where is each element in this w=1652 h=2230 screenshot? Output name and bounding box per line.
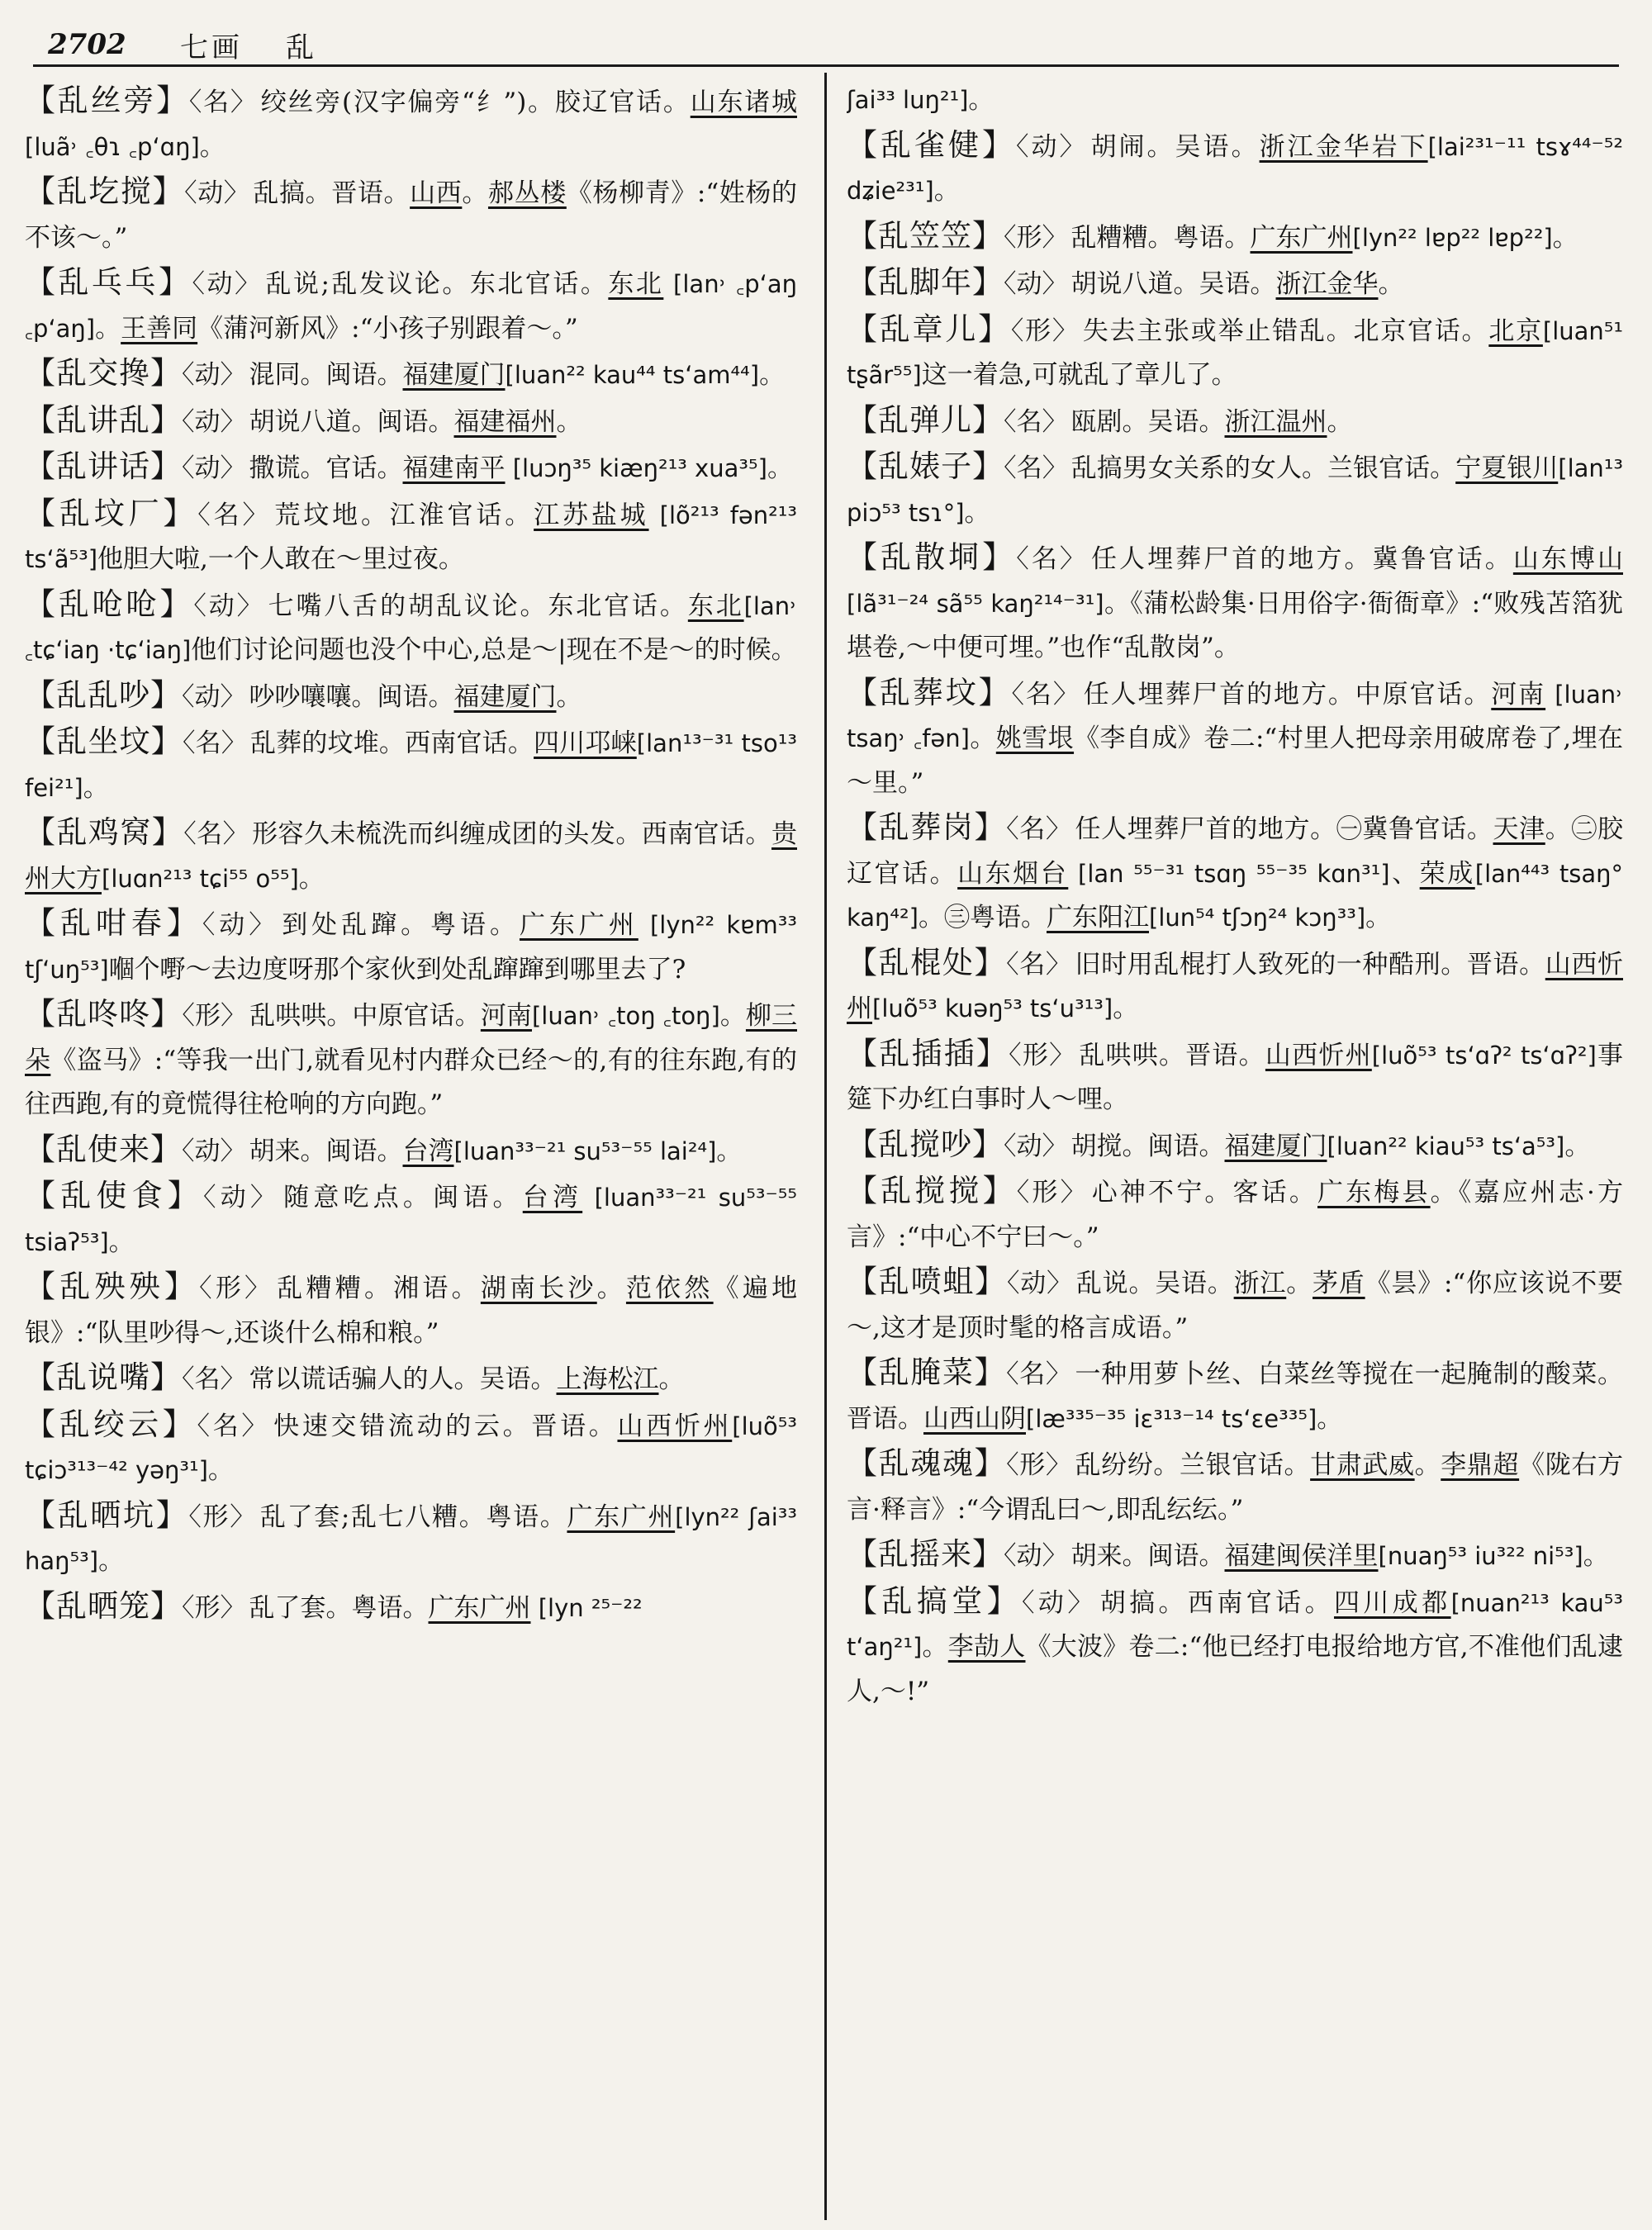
place-name: 广东广州: [428, 1592, 531, 1623]
pronunciation: [lan˒ ꜀pʻaŋ ꜀pʻaŋ]: [25, 270, 797, 343]
definition-text: 。: [658, 1364, 685, 1394]
dictionary-entry: [25, 444, 797, 491]
definition-text: 这一着急,可就乱了章儿了。: [921, 360, 1237, 390]
dictionary-entry: [847, 805, 1623, 941]
place-name: 河南: [480, 1001, 532, 1031]
definition-text: 胡来。闽语。: [249, 1136, 403, 1166]
definition-text: 乱纷纷。兰银官话。: [1075, 1450, 1311, 1480]
pronunciation: [lan¹³⁻³¹ tso¹³ fei²¹]: [25, 729, 797, 802]
dictionary-entry: [25, 810, 797, 901]
definition-text: 。: [596, 1274, 626, 1303]
dictionary-entry: [847, 941, 1623, 1032]
pronunciation: [luan³³⁻²¹ su⁵³⁻⁵⁵ lai²⁴]: [453, 1136, 717, 1165]
definition-text: 嗰个嘢～去边度呀那个家伙到处乱蹿蹿到哪里去了?: [108, 954, 686, 985]
entry-headword: 【乱笠笠】: [847, 217, 1004, 254]
entry-headword: 【乱腌菜】: [847, 1355, 1007, 1390]
pronunciation: [luɔŋ³⁵ kiæŋ²¹³ xua³⁵]: [505, 454, 767, 482]
definition-text: 形容久未梳洗而纠缠成团的头发。西南官话。: [252, 819, 772, 849]
entry-headword: 【乱晒坑】: [25, 1497, 189, 1533]
definition-text: 。: [969, 724, 996, 753]
definition-text: 《李自成》卷二:“村里人把母亲用破席卷了,埋在～里。”: [847, 724, 1623, 798]
definition-text: 瓯剧。吴语。: [1070, 406, 1225, 437]
head-character: 乱: [286, 31, 314, 64]
place-name: 东北: [687, 591, 744, 621]
dictionary-entry: [847, 1260, 1623, 1350]
definition-text: 。: [719, 1001, 746, 1031]
place-name: 四川成都: [1333, 1587, 1451, 1618]
column-divider: [824, 73, 827, 2220]
place-name: 台湾: [402, 1136, 454, 1166]
dictionary-entry: [847, 671, 1623, 806]
pronunciation: [lyn²² lɐp²² lɐp²²]: [1352, 223, 1553, 252]
place-name: 广东广州: [567, 1502, 676, 1532]
place-name: 山西忻州: [1265, 1040, 1372, 1070]
part-of-speech: 〈名〉: [197, 1411, 271, 1441]
definition-text: 到处乱蹿。粤语。: [282, 910, 520, 940]
pronunciation: [luõ⁵³ tɕiɔ³¹³⁻⁴² yəŋ³¹]: [25, 1412, 797, 1484]
dictionary-entry: [25, 901, 797, 992]
entry-headword: 【乱鸡窝】: [25, 814, 184, 850]
entry-headword: 【乱搅吵】: [847, 1126, 1004, 1162]
part-of-speech: 〈动〉: [203, 1183, 281, 1212]
pronunciation: [lan¹³ piɔ⁵³ tsɿ°]: [847, 454, 1623, 527]
definition-text: 胡搅。闽语。: [1070, 1131, 1225, 1161]
definition-text: 、: [1389, 858, 1420, 889]
entry-headword: 【乱坐坟】: [25, 724, 183, 759]
pronunciation: [lai²³¹⁻¹¹ tsɤ⁴⁴⁻⁵² dʑie²³¹]: [847, 132, 1623, 205]
definition-text: 。: [83, 772, 109, 803]
place-name: 宁夏银川: [1455, 453, 1559, 483]
dictionary-entry: [25, 582, 797, 673]
definition-text: 任人埋葬尸首的地方。冀鲁官话。: [1090, 544, 1513, 574]
dictionary-entry: [847, 260, 1623, 307]
dictionary-entry: [25, 78, 797, 169]
definition-text: 任人埋葬尸首的地方。中原官话。: [1083, 679, 1492, 709]
definition-text: 。: [462, 178, 488, 208]
definition-text: 。: [1564, 1131, 1591, 1161]
entry-headword: 【乱绞云】: [25, 1406, 197, 1442]
place-name: 福建福州: [453, 406, 557, 437]
dictionary-entry: [847, 1532, 1623, 1579]
entry-headword: 【乱晒笼】: [25, 1587, 182, 1624]
entry-headword: 【乱使来】: [25, 1131, 182, 1167]
entry-headword: 【乱插插】: [847, 1035, 1009, 1071]
place-name: 山东诸城: [690, 88, 797, 117]
dictionary-entry: [847, 1579, 1623, 1715]
pronunciation: [lyn²² kɐm³³ tʃʻuŋ⁵³]: [25, 911, 797, 984]
part-of-speech: 〈名〉: [1011, 679, 1080, 709]
definition-text: 。: [922, 1632, 948, 1662]
entry-headword: 【乱棍处】: [847, 944, 1007, 980]
part-of-speech: 〈名〉: [182, 728, 247, 758]
entry-headword: 【乱说嘴】: [25, 1359, 182, 1395]
definition-text: 混同。闽语。: [249, 360, 403, 390]
place-name: 福建厦门: [402, 360, 506, 390]
definition-text: 。: [1286, 1269, 1313, 1298]
entry-headword: 【乱搞堂】: [847, 1582, 1023, 1619]
definition-text: 。: [556, 681, 582, 712]
definition-text: 。: [1365, 903, 1392, 932]
entry-headword: 【乱婊子】: [847, 448, 1004, 484]
definition-text: 吵吵嚷嚷。闽语。: [249, 681, 454, 712]
entry-headword: 【乱乓乓】: [25, 264, 192, 300]
place-name: 浙江温州: [1224, 406, 1327, 437]
part-of-speech: 〈形〉: [1009, 1040, 1076, 1070]
pronunciation: [luan˒ tsaŋ˒ ꜀fən]: [847, 680, 1623, 752]
definition-text: 。: [556, 406, 582, 437]
definition-text: 。: [1327, 406, 1353, 437]
part-of-speech: 〈动〉: [1006, 1269, 1073, 1298]
part-of-speech: 〈形〉: [1004, 222, 1068, 253]
dictionary-entry: [25, 169, 797, 260]
definition-text: 胡来。闽语。: [1070, 1541, 1225, 1571]
header-rule: [33, 64, 1619, 67]
entry-headword: 【乱坟厂】: [25, 495, 198, 531]
pronunciation: [luan²² kiau⁵³ tsʻa⁵³]: [1327, 1132, 1565, 1160]
definition-text: 乱糟糟。湘语。: [277, 1274, 481, 1303]
dictionary-entry: [847, 123, 1623, 214]
definition-text: 《昙》:“你应该说不要～,这才是顶时髦的格言成语。”: [847, 1269, 1623, 1343]
definition-text: 乱了套。粤语。: [249, 1592, 429, 1623]
definition-text: 任人埋葬尸首的地方。㊀冀鲁官话。: [1075, 814, 1493, 844]
part-of-speech: 〈名〉: [1006, 1359, 1072, 1389]
definition-text: 《蒲河新风》:“小孩子别跟着～。”: [197, 313, 578, 344]
definition-text: 心神不宁。客话。: [1091, 1178, 1317, 1208]
part-of-speech: 〈动〉: [1004, 1131, 1068, 1161]
definition-text: 。: [968, 85, 995, 115]
dictionary-entry: [25, 673, 797, 720]
definition-text: 。: [933, 176, 960, 206]
pronunciation: [luan⁵¹ tʂãr⁵⁵]: [847, 316, 1623, 389]
dictionary-entry: [25, 1264, 797, 1355]
definition-text: 旧时用乱棍打人致死的一种酷刑。晋语。: [1075, 949, 1545, 980]
definition-text: 随意吃点。闽语。: [283, 1183, 523, 1212]
entry-headword: 【乱咁春】: [25, 905, 202, 941]
dictionary-entry: [847, 214, 1623, 261]
dictionary-entry: [847, 78, 1623, 123]
pronunciation: [lã³¹⁻²⁴ sã⁵⁵ kaŋ²¹⁴⁻³¹]: [847, 589, 1104, 618]
part-of-speech: 〈动〉: [182, 406, 246, 437]
part-of-speech: 〈动〉: [1004, 269, 1068, 299]
place-name: 福建厦门: [1224, 1131, 1327, 1161]
place-name: 范依然: [625, 1274, 714, 1303]
pronunciation: [læ³³⁵⁻³⁵ iɛ³¹³⁻¹⁴ tsʻɛe³³⁵]: [1026, 1404, 1317, 1433]
definition-text: 。: [108, 1226, 135, 1257]
definition-text: 事筵下办红白事时人～哩。: [847, 1040, 1623, 1114]
definition-text: 乱说。吴语。: [1075, 1269, 1234, 1298]
place-name: 浙江金华: [1275, 269, 1379, 299]
part-of-speech: 〈名〉: [197, 500, 272, 530]
dictionary-entry: [847, 307, 1623, 398]
entry-headword: 【乱葬岗】: [847, 809, 1007, 845]
section-label: 七画: [180, 31, 243, 64]
definition-text: 。: [1378, 269, 1404, 299]
entry-headword: 【乱使食】: [25, 1178, 204, 1213]
entry-headword: 【乱搅搅】: [847, 1173, 1017, 1208]
definition-text: 乱说;乱发议论。东北官话。: [265, 269, 609, 299]
dictionary-entry: [25, 351, 797, 398]
definition-text: 《陇右方言·释言》:“今谓乱曰～,即乱纭纭。”: [847, 1450, 1623, 1525]
place-name: 广东阳江: [1047, 903, 1149, 932]
definition-text: 一种用萝卜丝、白菜丝等搅在一起腌制的酸菜。晋语。: [847, 1359, 1623, 1434]
definition-text: 。: [1583, 1541, 1609, 1571]
place-name: 浙江: [1233, 1269, 1287, 1298]
part-of-speech: 〈名〉: [1006, 814, 1072, 844]
definition-text: 《大波》卷二:“他已经打电报给地方官,不准他们乱逮人,～!”: [847, 1632, 1623, 1706]
place-name: 福建厦门: [453, 681, 557, 712]
place-name: 福建闽侯洋里: [1224, 1541, 1379, 1571]
definition-text: 常以谎话骗人的人。吴语。: [249, 1364, 557, 1394]
definition-text: 七嘴八舌的胡乱议论。东北官话。: [268, 591, 688, 621]
place-name: 姚雪垠: [995, 724, 1075, 753]
pronunciation: [nuan²¹³ kau⁵³ tʻaŋ²¹]: [847, 1588, 1623, 1661]
pronunciation: [luõ⁵³ kuəŋ⁵³ tsʻu³¹³]: [872, 994, 1113, 1022]
dictionary-entry: [847, 535, 1623, 671]
definition-text: 。㊂粤语。: [919, 903, 1047, 932]
left-column: [25, 78, 797, 2226]
definition-text: 。: [1414, 1450, 1441, 1480]
part-of-speech: 〈动〉: [1004, 1541, 1068, 1571]
part-of-speech: 〈动〉: [182, 360, 246, 390]
part-of-speech: 〈名〉: [1016, 544, 1088, 574]
definition-text: 《盗马》:“等我一出门,就看见村内群众已经～的,有的往东跑,有的往西跑,有的竟慌得往枪响的方向跑。”: [25, 1045, 797, 1119]
part-of-speech: 〈动〉: [202, 910, 279, 940]
part-of-speech: 〈形〉: [1006, 1450, 1072, 1480]
place-name: 山东烟台: [957, 858, 1069, 889]
place-name: 荣成: [1419, 858, 1475, 889]
definition-text: 绞丝旁(汉字偏旁“纟”)。胶辽官话。: [260, 88, 691, 117]
place-name: 郝丛楼: [487, 178, 567, 208]
dictionary-entry: [25, 1127, 797, 1174]
place-name: 茅盾: [1313, 1269, 1365, 1298]
part-of-speech: 〈动〉: [182, 681, 246, 712]
definition-text: 胡说八道。闽语。: [249, 406, 454, 437]
part-of-speech: 〈名〉: [182, 1364, 246, 1394]
dictionary-entry: [25, 992, 797, 1127]
dictionary-entry: [25, 1174, 797, 1264]
definition-text: 。《蒲松龄集·日用俗字·衙衙章》:“败残苫箔犹堪卷,～中便可埋。”也作“乱散岗”。: [847, 588, 1623, 662]
definition-text: 他们讨论问题也没个中心,总是～|现在不是～的时候。: [191, 635, 797, 665]
part-of-speech: 〈形〉: [199, 1274, 274, 1303]
definition-text: 。㊁胶辽官话。: [847, 814, 1623, 889]
dictionary-entry: [847, 1350, 1623, 1441]
definition-text: 撒谎。官话。: [249, 453, 403, 483]
place-name: 台湾: [522, 1183, 583, 1212]
definition-text: 乱葬的坟堆。西南官话。: [250, 728, 534, 758]
definition-text: 。: [1317, 1403, 1343, 1434]
dictionary-entry: [25, 260, 797, 351]
part-of-speech: 〈形〉: [1016, 1178, 1089, 1208]
dictionary-entry: [847, 1032, 1623, 1122]
definition-text: 。: [95, 313, 121, 344]
part-of-speech: 〈名〉: [1004, 453, 1068, 483]
part-of-speech: 〈动〉: [1022, 1587, 1097, 1618]
dictionary-entry: [25, 1402, 797, 1493]
pronunciation: [lan ⁵⁵⁻³¹ tsɑŋ ⁵⁵⁻³⁵ kɑn³¹]: [1068, 859, 1390, 888]
dictionary-entry: [25, 398, 797, 445]
place-name: 山东博山: [1512, 544, 1623, 574]
pronunciation: [nuaŋ⁵³ iu³²² ni⁵³]: [1378, 1542, 1583, 1570]
entry-headword: 【乱章儿】: [847, 311, 1011, 347]
part-of-speech: 〈名〉: [1004, 406, 1068, 437]
place-name: 山西忻州: [847, 949, 1623, 1023]
definition-text: 他胆大啦,一个人敢在～里过夜。: [97, 544, 464, 574]
part-of-speech: 〈动〉: [184, 178, 250, 208]
place-name: 山西: [410, 178, 463, 208]
dictionary-entry: [25, 1584, 797, 1631]
entry-headword: 【乱呛呛】: [25, 586, 194, 622]
definition-text: 乱搞。晋语。: [253, 178, 411, 208]
definition-text: 胡搞。西南官话。: [1099, 1587, 1334, 1618]
dictionary-entry: [847, 444, 1623, 535]
entry-headword: 【乱魂魂】: [847, 1445, 1007, 1481]
dictionary-entry: [847, 1122, 1623, 1170]
pronunciation: [luan³³⁻²¹ su⁵³⁻⁵⁵ tsiaʔ⁵³]: [25, 1184, 797, 1256]
place-name: 李劼人: [947, 1632, 1026, 1662]
definition-text: 乱搞男女关系的女人。兰银官话。: [1070, 453, 1456, 483]
entry-headword: 【乱乱吵】: [25, 676, 182, 713]
part-of-speech: 〈形〉: [188, 1502, 257, 1532]
place-name: 广东广州: [1250, 222, 1353, 253]
part-of-speech: 〈名〉: [183, 819, 249, 849]
place-name: 福建南平: [402, 453, 506, 483]
place-name: 李鼎超: [1441, 1450, 1520, 1480]
dictionary-entry: [25, 719, 797, 810]
entry-headword: 【乱丝旁】: [25, 83, 189, 118]
entry-headword: 【乱交搀】: [25, 355, 182, 391]
part-of-speech: 〈形〉: [182, 1592, 246, 1623]
definition-text: 乱哄哄。中原官话。: [249, 1001, 481, 1031]
pronunciation: ʃai³³ luŋ²¹]: [847, 86, 969, 114]
part-of-speech: 〈动〉: [182, 1136, 246, 1166]
dictionary-entry: [847, 1441, 1623, 1532]
dictionary-entry: [847, 1169, 1623, 1260]
place-name: 北京: [1488, 316, 1543, 346]
definition-text: 胡闹。吴语。: [1090, 131, 1260, 162]
definition-text: 。: [298, 863, 325, 894]
entry-headword: 【乱讲话】: [25, 448, 182, 484]
place-name: 山西山阴: [923, 1403, 1026, 1434]
place-name: 四川邛崃: [534, 728, 637, 758]
entry-headword: 【乱葬坟】: [847, 674, 1012, 710]
entry-headword: 【乱脚年】: [847, 264, 1004, 300]
pronunciation: [luan²² kau⁴⁴ tsʻam⁴⁴]: [505, 361, 760, 389]
entry-headword: 【乱喷蛆】: [847, 1264, 1007, 1299]
definition-text: 。《嘉应州志·方言》:“中心不宁曰～。”: [847, 1178, 1623, 1252]
part-of-speech: 〈动〉: [192, 269, 263, 299]
entry-headword: 【乱雀健】: [847, 126, 1017, 163]
definition-text: 乱哄哄。晋语。: [1079, 1040, 1265, 1070]
entry-headword: 【乱圪搅】: [25, 173, 185, 209]
dictionary-entry: [25, 1493, 797, 1584]
definition-text: 乱了套;乱七八糟。粤语。: [259, 1502, 567, 1532]
pronunciation: [lyn²² ʃai³³ haŋ⁵³]: [25, 1502, 797, 1575]
pronunciation: [luan˒ ꜀toŋ ꜀toŋ]: [531, 1002, 720, 1030]
definition-text: 乱糟糟。粤语。: [1070, 222, 1251, 253]
part-of-speech: 〈形〉: [182, 1001, 247, 1031]
definition-text: 失去主张或举止错乱。北京官话。: [1082, 316, 1489, 346]
definition-text: 。: [1113, 994, 1139, 1023]
entry-headword: 【乱弹儿】: [847, 401, 1004, 438]
definition-text: 《杨柳青》:“姓杨的不该～。”: [25, 178, 797, 253]
definition-text: 。: [199, 131, 225, 162]
dictionary-entry: [847, 398, 1623, 445]
part-of-speech: 〈名〉: [188, 88, 258, 117]
pronunciation: [lõ²¹³ fən²¹³ tsʻã⁵³]: [25, 501, 797, 573]
place-name: 浙江金华岩下: [1259, 131, 1428, 162]
place-name: 湖南长沙: [480, 1274, 597, 1303]
place-name: 河南: [1491, 679, 1546, 709]
place-name: 甘肃武威: [1310, 1450, 1415, 1480]
page-number: 2702: [48, 28, 126, 61]
entry-headword: 【乱殃殃】: [25, 1269, 200, 1304]
place-name: 广东梅县: [1317, 1178, 1431, 1208]
entry-headword: 【乱讲乱】: [25, 401, 182, 438]
pronunciation: [lyn ²⁵⁻²²: [530, 1593, 643, 1622]
definition-text: 。: [98, 1546, 125, 1576]
dictionary-entry: [25, 1355, 797, 1402]
definition-text: 《遍地银》:“队里吵得～,还谈什么棉和粮。”: [25, 1274, 797, 1348]
definition-text: 荒坟地。江淮官话。: [274, 500, 534, 530]
part-of-speech: 〈形〉: [1010, 316, 1080, 346]
place-name: 山西忻州: [617, 1411, 733, 1441]
pronunciation: [lan⁴⁴³ tsaŋ° kaŋ⁴²]: [847, 859, 1623, 932]
place-name: 上海松江: [556, 1364, 659, 1394]
definition-text: 。: [759, 360, 786, 390]
definition-text: 。: [767, 453, 793, 483]
pronunciation: [lan˒ ꜀tɕʻiaŋ ·tɕʻiaŋ]: [25, 591, 797, 664]
definition-text: 。: [1552, 222, 1578, 253]
pronunciation: [luɑn²¹³ tɕi⁵⁵ o⁵⁵]: [102, 864, 299, 893]
part-of-speech: 〈动〉: [1016, 131, 1088, 162]
entry-headword: 【乱摇来】: [847, 1536, 1004, 1572]
part-of-speech: 〈动〉: [182, 453, 246, 483]
definition-text: 。: [964, 497, 990, 528]
definition-text: 。: [716, 1136, 743, 1166]
place-name: 广东广州: [519, 910, 638, 940]
pronunciation: [luõ⁵³ tsʻɑʔ² tsʻɑʔ²]: [1371, 1041, 1597, 1070]
right-column: [847, 78, 1623, 2226]
place-name: 东北: [608, 269, 664, 299]
dictionary-entry: [25, 491, 797, 582]
entry-headword: 【乱散垌】: [847, 539, 1017, 575]
place-name: 贵州大方: [25, 819, 797, 894]
part-of-speech: 〈动〉: [193, 591, 265, 621]
pronunciation: [luã˒ ꜀θɿ ꜀pʻɑŋ]: [25, 132, 200, 161]
definition-text: 胡说八道。吴语。: [1070, 269, 1276, 299]
definition-text: 快速交错流动的云。晋语。: [273, 1411, 618, 1441]
definition-text: 。: [207, 1455, 234, 1485]
place-name: 江苏盐城: [534, 500, 649, 530]
pronunciation: [lun⁵⁴ tʃɔŋ²⁴ kɔŋ³³]: [1149, 904, 1366, 932]
place-name: 天津: [1493, 814, 1545, 844]
entry-headword: 【乱咚咚】: [25, 996, 183, 1032]
part-of-speech: 〈名〉: [1006, 949, 1072, 980]
place-name: 王善同: [121, 313, 198, 344]
place-name: 柳三朵: [25, 1001, 797, 1075]
